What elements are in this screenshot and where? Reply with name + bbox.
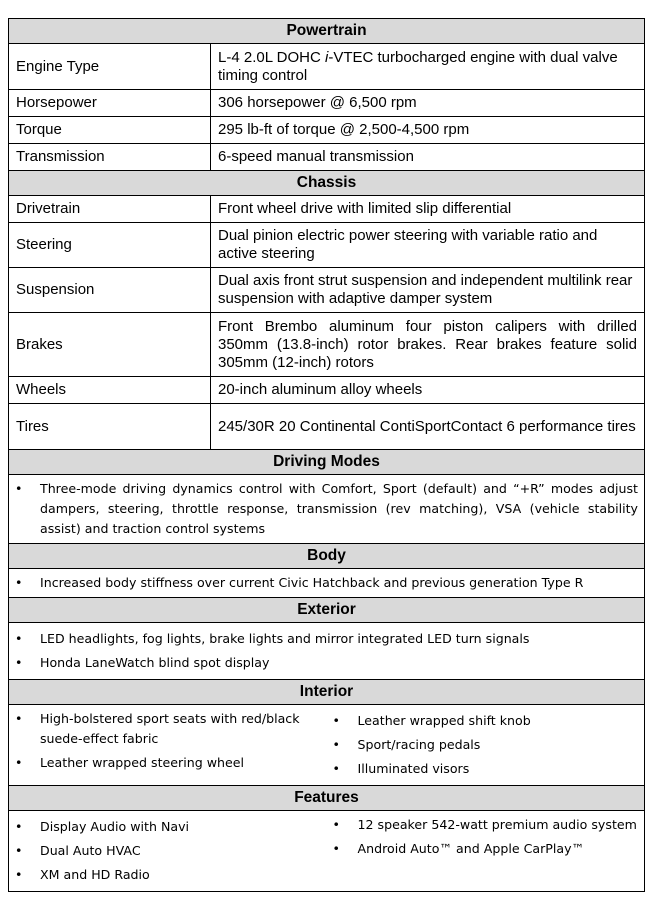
- two-column-list: [9, 815, 644, 887]
- bullet-glyph: •: [15, 819, 23, 834]
- section-header-body: [9, 544, 645, 569]
- section-header-powertrain: [9, 19, 645, 44]
- list-item-text: Display Audio with Navi: [40, 819, 190, 834]
- spec-row-wheels: [9, 377, 645, 404]
- spec-label: Engine Type: [9, 44, 211, 90]
- section-title: Body: [9, 544, 645, 569]
- spec-row-horsepower: [9, 90, 645, 117]
- list-item: [327, 839, 645, 859]
- list-item-text: Increased body stiffness over current Civic Hatchback and previous generation Type R: [40, 575, 584, 590]
- spec-label: Steering: [9, 223, 211, 268]
- spec-value-italic: i: [325, 48, 329, 66]
- spec-row-engine-type: [9, 44, 645, 90]
- list-item-text: Leather wrapped shift knob: [357, 713, 531, 728]
- spec-value: Front Brembo aluminum four piston calipers with drilled 350mm (13.8-inch) rotor brakes. Rear brakes feature solid 305mm (12-inch) rotors: [211, 313, 645, 377]
- list-item: [9, 651, 644, 675]
- list-item-text: Dual Auto HVAC: [40, 843, 141, 858]
- bullet-list-left: [9, 709, 327, 781]
- spec-row-transmission: [9, 144, 645, 171]
- section-header-features: [9, 786, 645, 811]
- spec-label: Wheels: [9, 377, 211, 404]
- bullet-glyph: •: [15, 655, 23, 670]
- spec-value: 295 lb-ft of torque @ 2,500-4,500 rpm: [211, 117, 645, 144]
- spec-row-suspension: [9, 268, 645, 313]
- section-title: Exterior: [9, 598, 645, 623]
- list-item: [327, 757, 645, 781]
- list-item-text: Illuminated visors: [357, 761, 470, 776]
- section-header-driving-modes: [9, 450, 645, 475]
- bullet-glyph: •: [332, 713, 340, 728]
- list-item-text: Android Auto™ and Apple CarPlay™: [357, 841, 585, 856]
- list-item: [9, 839, 327, 863]
- bullet-glyph: •: [15, 481, 23, 496]
- spec-value: Dual pinion electric power steering with variable ratio and active steering: [211, 223, 645, 268]
- list-item: [9, 815, 327, 839]
- list-item: [9, 479, 644, 539]
- bullet-list: [9, 573, 644, 593]
- spec-value: 306 horsepower @ 6,500 rpm: [211, 90, 645, 117]
- list-item: [327, 709, 645, 733]
- bullet-glyph: •: [15, 755, 23, 770]
- bullet-list: [9, 479, 644, 539]
- bullet-list-right: [327, 709, 645, 781]
- section-title: Powertrain: [9, 19, 645, 44]
- bullet-glyph: •: [332, 841, 340, 856]
- spec-value-suffix: -VTEC turbocharged engine with dual valve timing control: [218, 48, 618, 84]
- spec-value: Front wheel drive with limited slip differential: [211, 196, 645, 223]
- bullet-glyph: •: [332, 817, 340, 832]
- list-item: [327, 815, 645, 835]
- section-title: Interior: [9, 680, 645, 705]
- spec-label: Brakes: [9, 313, 211, 377]
- spec-sheet-table: [8, 18, 645, 892]
- spec-label: Tires: [9, 404, 211, 450]
- list-item: [9, 573, 644, 593]
- list-item-text: LED headlights, fog lights, brake lights and mirror integrated LED turn signals: [40, 631, 530, 646]
- section-title: Chassis: [9, 171, 645, 196]
- list-item: [9, 627, 644, 651]
- bullet-row-body: [9, 569, 645, 598]
- spec-row-brakes: [9, 313, 645, 377]
- list-item: [9, 753, 327, 773]
- spec-label: Suspension: [9, 268, 211, 313]
- list-item: [9, 863, 327, 887]
- list-item-text: Three-mode driving dynamics control with Comfort, Sport (default) and “+R” modes adjust dampers, steering, throttle response, transmission (rev matching), VSA (vehicle stability assist) and traction control systems: [40, 481, 638, 536]
- bullet-row-exterior: [9, 623, 645, 680]
- section-header-interior: [9, 680, 645, 705]
- spec-label: Horsepower: [9, 90, 211, 117]
- spec-value: 245/30R 20 Continental ContiSportContact 6 performance tires: [211, 404, 645, 450]
- bullet-row-driving-modes: [9, 475, 645, 544]
- section-header-chassis: [9, 171, 645, 196]
- spec-label: Torque: [9, 117, 211, 144]
- bullet-row-interior: [9, 705, 645, 786]
- list-item-text: Leather wrapped steering wheel: [40, 755, 244, 770]
- list-item-text: 12 speaker 542-watt premium audio system: [357, 817, 637, 832]
- spec-label: Drivetrain: [9, 196, 211, 223]
- list-item-text: Honda LaneWatch blind spot display: [40, 655, 270, 670]
- bullet-glyph: •: [15, 711, 23, 726]
- list-item-text: High-bolstered sport seats with red/black suede-effect fabric: [40, 711, 300, 746]
- bullet-list-right: [327, 815, 645, 887]
- spec-value: Dual axis front strut suspension and independent multilink rear suspension with adaptive damper system: [211, 268, 645, 313]
- spec-value: 6-speed manual transmission: [211, 144, 645, 171]
- section-header-exterior: [9, 598, 645, 623]
- bullet-list: [9, 627, 644, 675]
- spec-row-drivetrain: [9, 196, 645, 223]
- bullet-row-features: [9, 811, 645, 892]
- list-item: [327, 733, 645, 757]
- bullet-glyph: •: [15, 631, 23, 646]
- section-title: Features: [9, 786, 645, 811]
- bullet-glyph: •: [15, 867, 23, 882]
- section-title: Driving Modes: [9, 450, 645, 475]
- spec-row-steering: [9, 223, 645, 268]
- spec-row-tires: [9, 404, 645, 450]
- spec-value-prefix: L-4 2.0L DOHC: [218, 48, 325, 66]
- spec-value: 20-inch aluminum alloy wheels: [211, 377, 645, 404]
- two-column-list: [9, 709, 644, 781]
- spec-label: Transmission: [9, 144, 211, 171]
- bullet-list-left: [9, 815, 327, 887]
- bullet-glyph: •: [332, 737, 340, 752]
- spec-row-torque: [9, 117, 645, 144]
- bullet-glyph: •: [15, 843, 23, 858]
- bullet-glyph: •: [332, 761, 340, 776]
- list-item-text: Sport/racing pedals: [357, 737, 481, 752]
- spec-value: [211, 44, 645, 90]
- list-item: [9, 709, 327, 749]
- bullet-glyph: •: [15, 575, 23, 590]
- list-item-text: XM and HD Radio: [40, 867, 150, 882]
